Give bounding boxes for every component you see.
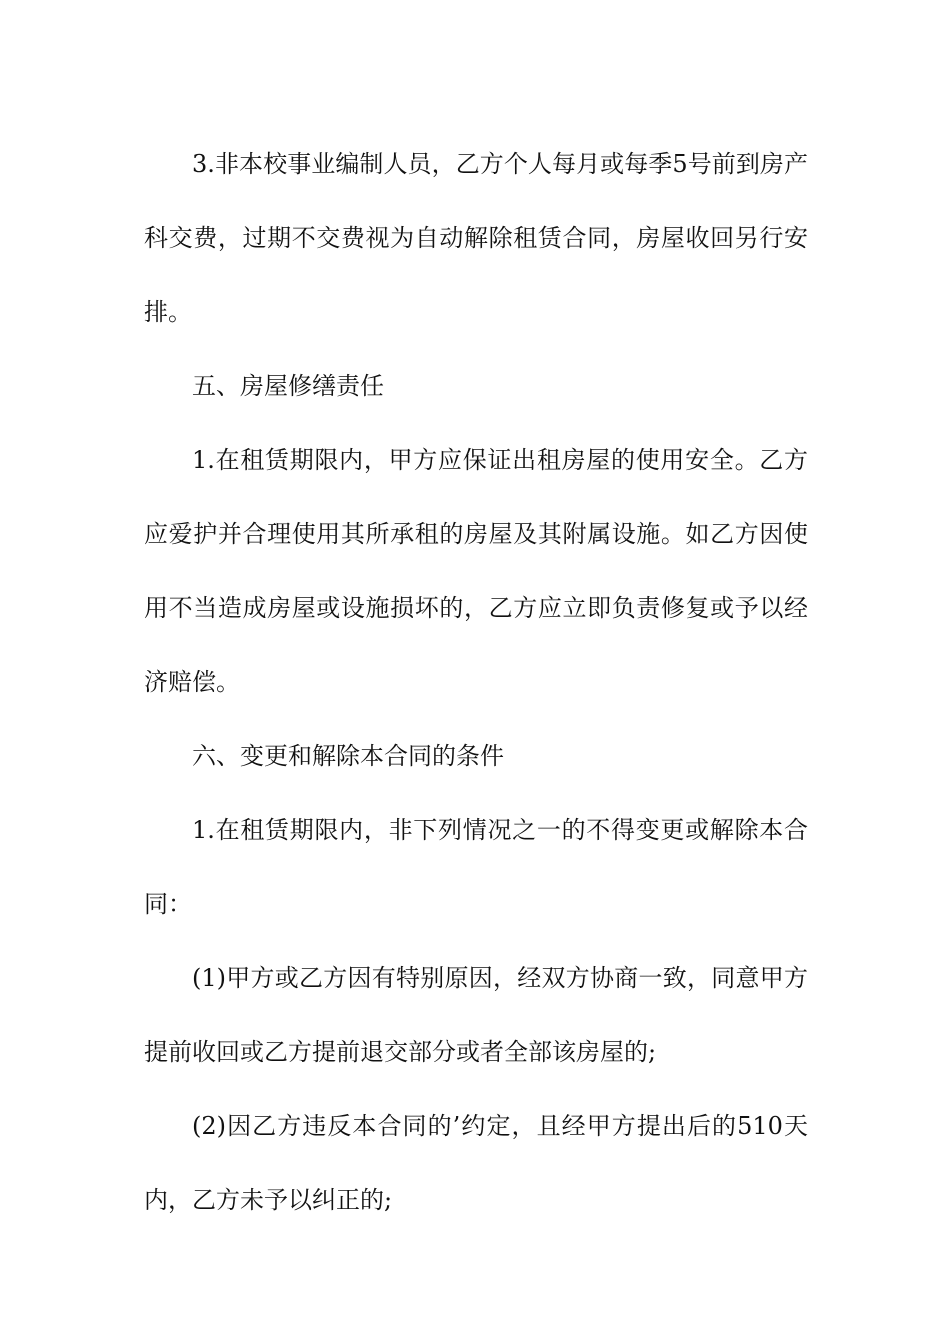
paragraph-condition-2: (2)因乙方违反本合同的’约定，且经甲方提出后的510天内，乙方未予以纠正的; bbox=[144, 1112, 808, 1214]
document-body bbox=[144, 127, 808, 1237]
paragraph-condition-1: (1)甲方或乙方因有特别原因，经双方协商一致，同意甲方提前收回或乙方提前退交部分或者全部该房屋的; bbox=[144, 964, 808, 1066]
paragraph-termination-conditions: 1.在租赁期限内，非下列情况之一的不得变更或解除本合同： bbox=[144, 816, 808, 918]
section-heading-change-termination: 六、变更和解除本合同的条件 bbox=[192, 742, 504, 770]
paragraph-repair-responsibility: 1.在租赁期限内，甲方应保证出租房屋的使用安全。乙方应爱护并合理使用其所承租的房屋及其附属设施。如乙方因使用不当造成房屋或设施损坏的，乙方应立即负责修复或予以经济赔偿。 bbox=[144, 446, 808, 696]
paragraph-payment-deadline: 3.非本校事业编制人员，乙方个人每月或每季5号前到房产科交费，过期不交费视为自动解除租赁合同，房屋收回另行安排。 bbox=[144, 150, 808, 326]
section-heading-repair: 五、房屋修缮责任 bbox=[192, 372, 384, 400]
